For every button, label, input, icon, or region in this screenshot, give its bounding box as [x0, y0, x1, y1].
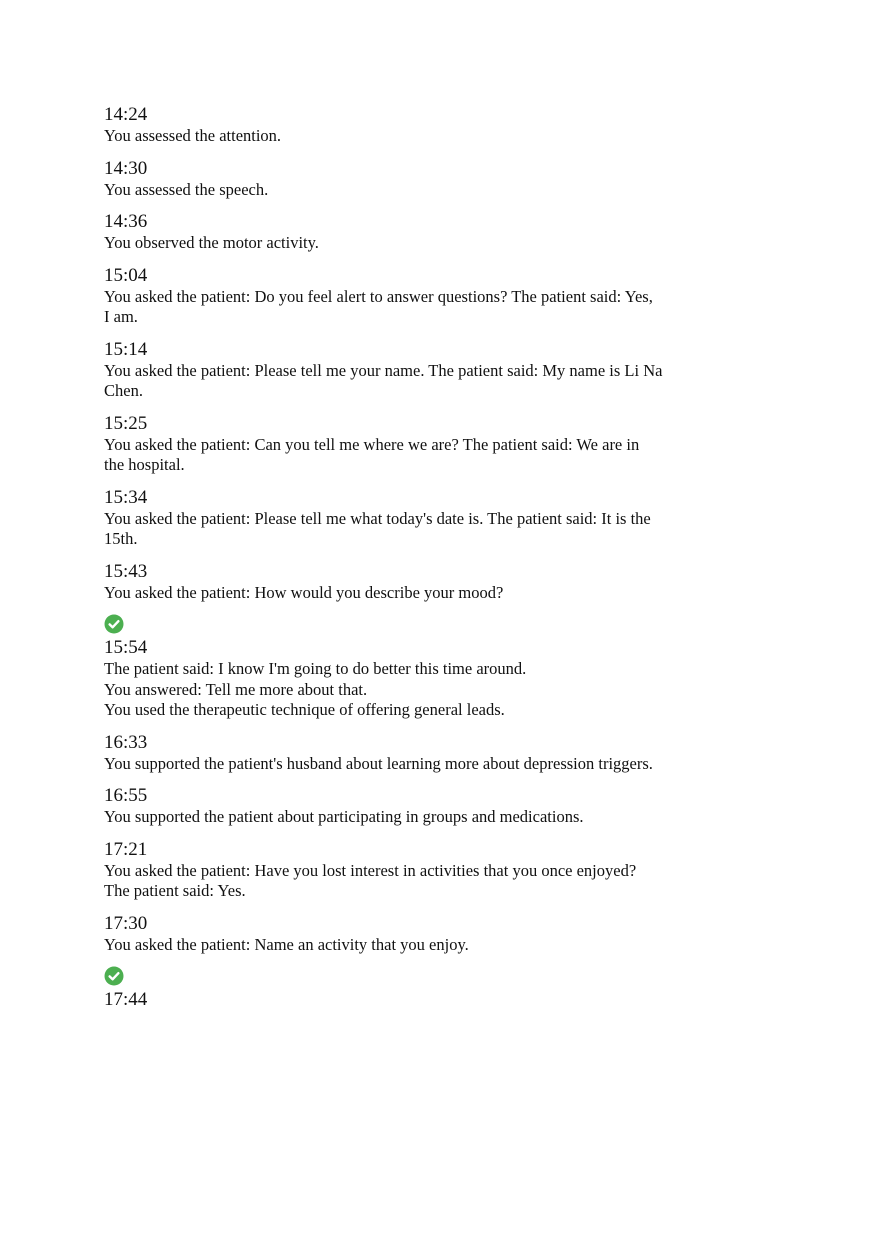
entry-time: 14:36 — [104, 211, 148, 232]
entry-text: You asked the patient: Do you feel alert to answer questions? The patient said: Yes, — [104, 286, 653, 306]
entry-text: You used the therapeutic technique of offering general leads. — [104, 700, 505, 719]
transcript-log — [104, 104, 724, 1022]
log-entry — [104, 265, 724, 328]
entry-text: I am. — [104, 307, 138, 326]
check-circle-icon — [104, 966, 124, 986]
entry-time: 17:21 — [104, 838, 148, 860]
entry-text: You asked the patient: Can you tell me where we are? The patient said: We are in — [104, 434, 640, 454]
log-entry — [104, 839, 724, 902]
log-entry — [104, 732, 724, 775]
entry-time: 15:25 — [104, 412, 148, 434]
entry-time: 17:30 — [104, 912, 148, 934]
entry-text: Chen. — [104, 381, 143, 400]
entry-text: You asked the patient: Have you lost interest in activities that you once enjoyed? — [104, 860, 637, 880]
entry-text: You asked the patient: Please tell me your name. The patient said: My name is Li Na — [104, 360, 663, 380]
log-entry — [104, 413, 724, 476]
entry-text: The patient said: I know I'm going to do better this time around. — [104, 659, 527, 678]
entry-time: 15:34 — [104, 486, 148, 508]
entry-time: 16:55 — [104, 785, 148, 806]
entry-text: You supported the patient's husband about learning more about depression triggers. — [104, 753, 653, 773]
entry-time: 15:54 — [104, 637, 148, 658]
entry-text: You assessed the speech. — [104, 179, 269, 199]
entry-text: the hospital. — [104, 455, 185, 474]
log-entry — [104, 561, 724, 604]
entry-text: You asked the patient: Name an activity that you enjoy. — [104, 934, 469, 954]
log-entry — [104, 339, 724, 402]
entry-time: 15:04 — [104, 264, 148, 286]
entry-time: 14:24 — [104, 104, 148, 125]
log-entry — [104, 211, 724, 254]
entry-text: You observed the motor activity. — [104, 233, 319, 252]
entry-time: 16:33 — [104, 731, 148, 753]
log-entry — [104, 487, 724, 550]
check-circle-icon — [104, 614, 124, 634]
log-entry — [104, 637, 724, 721]
entry-text: You supported the patient about participating in groups and medications. — [104, 807, 584, 826]
entry-text: You asked the patient: Please tell me what today's date is. The patient said: It is the — [104, 508, 651, 528]
log-entry — [104, 785, 724, 828]
entry-time: 14:30 — [104, 157, 148, 179]
log-entry — [104, 104, 724, 147]
entry-text: 15th. — [104, 529, 138, 548]
entry-text: You asked the patient: How would you describe your mood? — [104, 582, 504, 602]
log-entry — [104, 913, 724, 956]
entry-time: 17:44 — [104, 989, 148, 1010]
entry-text: The patient said: Yes. — [104, 881, 246, 900]
log-entry — [104, 989, 724, 1011]
entry-text: You assessed the attention. — [104, 126, 282, 145]
entry-time: 15:43 — [104, 560, 148, 582]
entry-text: You answered: Tell me more about that. — [104, 679, 368, 699]
entry-time: 15:14 — [104, 338, 148, 360]
log-entry — [104, 158, 724, 201]
